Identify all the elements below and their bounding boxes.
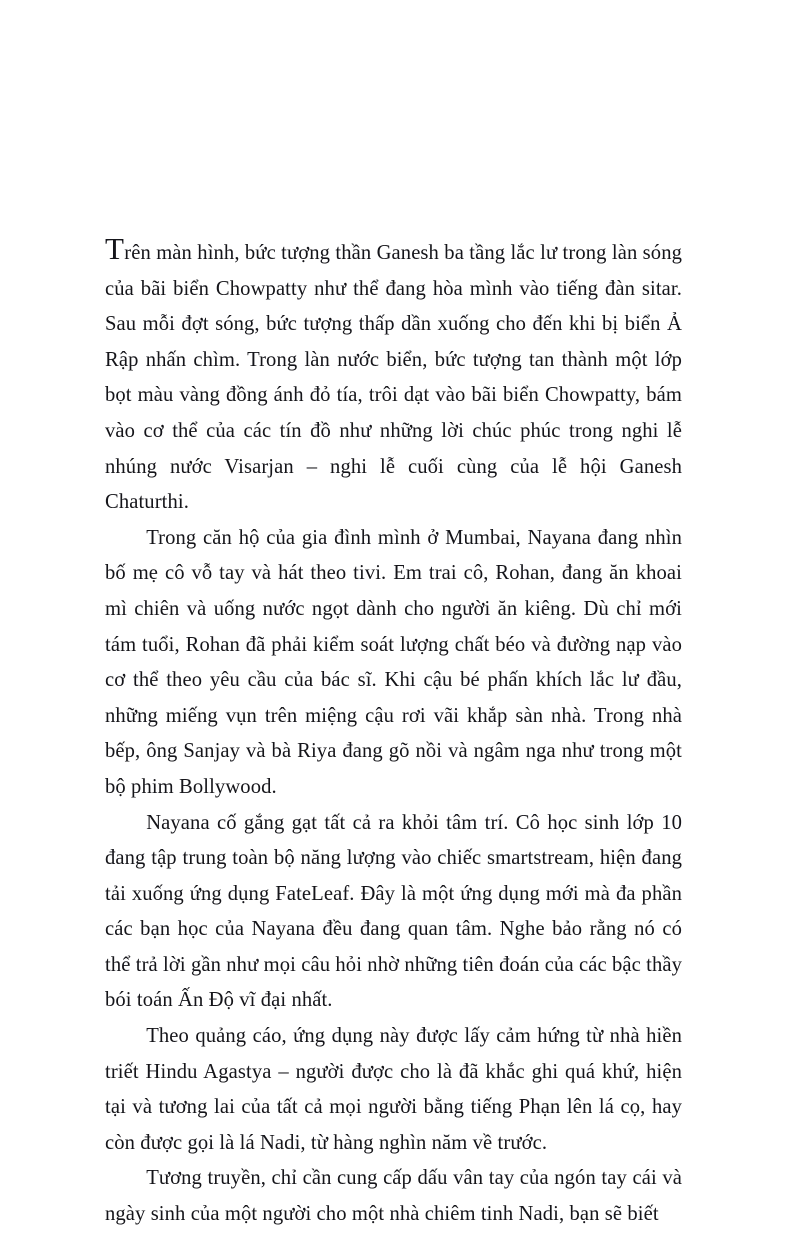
paragraph-2: Trong căn hộ của gia đình mình ở Mumbai, Nayana đang nhìn bố mẹ cô vỗ tay và hát theo tivi. Em trai cô, Rohan, đang ăn khoai mì chiên và uống nước ngọt dành cho người ăn kiêng. Dù chỉ mới tám tuổi, Rohan đã phải kiểm soát lượng chất béo và đường nạp vào cơ thể theo yêu cầu của bác sĩ. Khi cậu bé phấn khích lắc lư đầu, những miếng vụn trên miệng cậu rơi vãi khắp sàn nhà. Trong nhà bếp, ông Sanjay và bà Riya đang gõ nồi và ngâm nga như trong một bộ phim Bollywood.	[105, 526, 682, 798]
paragraph-3: Nayana cố gắng gạt tất cả ra khỏi tâm trí. Cô học sinh lớp 10 đang tập trung toàn bộ năng lượng vào chiếc smartstream, hiện đang tải xuống ứng dụng FateLeaf. Đây là một ứng dụng mới mà đa phần các bạn học của Nayana đều đang quan tâm. Nghe bảo rằng nó có thể trả lời gần như mọi câu hỏi nhờ những tiên đoán của các bậc thầy bói toán Ấn Độ vĩ đại nhất.	[105, 811, 682, 1012]
paragraph-1-text: rên màn hình, bức tượng thần Ganesh ba tầng lắc lư trong làn sóng của bãi biển Chowpatty như thể đang hòa mình vào tiếng đàn sitar. Sau mỗi đợt sóng, bức tượng thấp dần xuống cho đến khi bị biển Ả Rập nhấn chìm. Trong làn nước biển, bức tượng tan thành một lớp bọt màu vàng đồng ánh đỏ tía, trôi dạt vào bãi biển Chowpatty, bám vào cơ thể của các tín đồ như những lời chúc phúc trong nghi lễ nhúng nước Visarjan – nghi lễ cuối cùng của lễ hội Ganesh Chaturthi.	[105, 242, 682, 514]
paragraph-4: Theo quảng cáo, ứng dụng này được lấy cảm hứng từ nhà hiền triết Hindu Agastya – người được cho là đã khắc ghi quá khứ, hiện tại và tương lai của tất cả mọi người bằng tiếng Phạn lên lá cọ, hay còn được gọi là lá Nadi, từ hàng nghìn năm về trước.	[105, 1025, 682, 1154]
drop-cap-initial: T	[105, 231, 125, 266]
page-body	[105, 231, 682, 1233]
paragraph-5: Tương truyền, chỉ cần cung cấp dấu vân tay của ngón tay cái và ngày sinh của một người cho một nhà chiêm tinh Nadi, bạn sẽ biết	[105, 1167, 682, 1226]
paragraph-1	[105, 231, 682, 521]
